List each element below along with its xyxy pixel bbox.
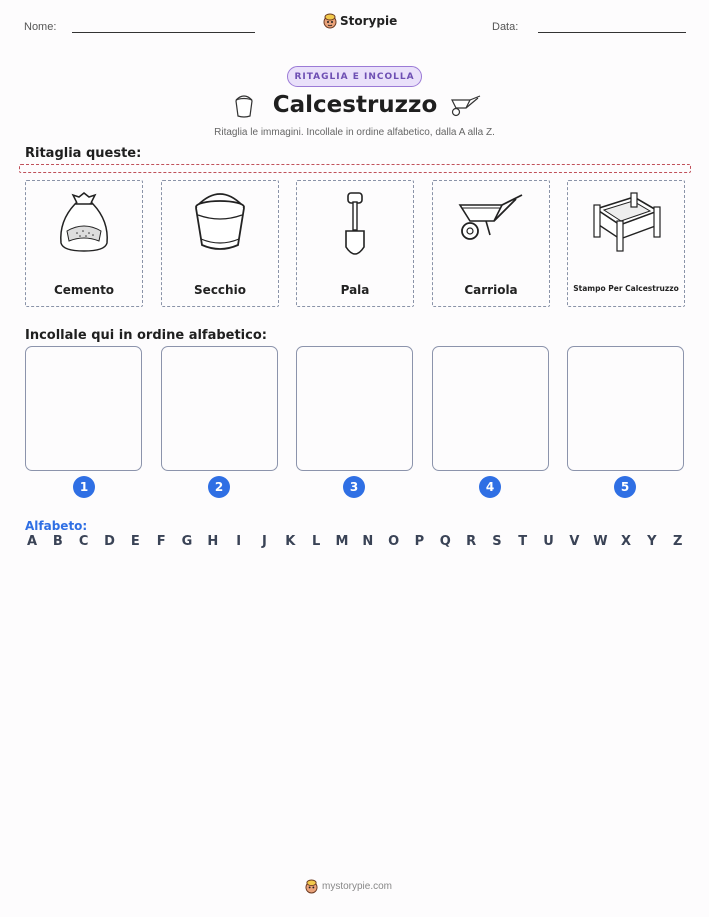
- alphabet-letter: M: [335, 534, 349, 549]
- paste-box-2[interactable]: [161, 346, 278, 471]
- paste-section-heading: Incollale qui in ordine alfabetico:: [25, 328, 267, 343]
- alphabet-letter: X: [621, 534, 632, 549]
- footer-url[interactable]: mystorypie.com: [322, 881, 393, 892]
- date-label: Data:: [492, 21, 519, 33]
- brand-logo: [323, 13, 397, 29]
- alphabet-letter: U: [543, 534, 554, 549]
- alphabet-letter: I: [236, 534, 242, 549]
- position-number-1: 1: [73, 476, 95, 498]
- paste-box-4[interactable]: [432, 346, 549, 471]
- alphabet-letter: R: [466, 534, 477, 549]
- alphabet-letter: K: [285, 534, 296, 549]
- alphabet-letter: G: [181, 534, 193, 549]
- alphabet-letter: P: [414, 534, 425, 549]
- card-label: Pala: [340, 283, 370, 297]
- wheelbarrow-icon: [456, 191, 526, 249]
- position-number-4: 4: [479, 476, 501, 498]
- activity-badge: RITAGLIA E INCOLLA: [287, 66, 422, 87]
- alphabet-letter: Z: [672, 534, 683, 549]
- cut-card-stampo[interactable]: [567, 180, 685, 307]
- alphabet-letter: W: [593, 534, 608, 549]
- alphabet-letter: Y: [647, 534, 657, 549]
- cement-bag-icon: [53, 191, 115, 255]
- name-label: Nome:: [24, 21, 57, 33]
- bucket-icon: [192, 191, 248, 253]
- instructions: Ritaglia le immagini. Incollale in ordine alfabetico, dalla A alla Z.: [214, 127, 495, 138]
- alphabet-letter: O: [388, 534, 400, 549]
- alphabet-letter: F: [156, 534, 166, 549]
- cut-card-cemento[interactable]: [25, 180, 143, 307]
- cut-card-carriola[interactable]: [432, 180, 550, 307]
- name-field[interactable]: [72, 32, 255, 33]
- alphabet-letter: L: [311, 534, 321, 549]
- paste-box-3[interactable]: [296, 346, 413, 471]
- paste-box-1[interactable]: [25, 346, 142, 471]
- page-title: Calcestruzzo: [272, 92, 438, 118]
- alphabet-letter: H: [207, 534, 219, 549]
- position-number-3: 3: [343, 476, 365, 498]
- cut-card-secchio[interactable]: [161, 180, 279, 307]
- alphabet-letter: T: [518, 534, 528, 549]
- card-label: Stampo Per Calcestruzzo: [573, 284, 679, 293]
- date-field[interactable]: [538, 32, 686, 33]
- alphabet-letter: Q: [439, 534, 451, 549]
- alphabet-row: [25, 534, 685, 549]
- paste-box-5[interactable]: [567, 346, 684, 471]
- cut-card-pala[interactable]: [296, 180, 414, 307]
- footer: [305, 879, 392, 894]
- alphabet-letter: B: [52, 534, 63, 549]
- brand-name: Storypie: [340, 14, 398, 28]
- shovel-icon: [340, 191, 370, 261]
- card-label: Carriola: [464, 283, 518, 297]
- alphabet-letter: J: [262, 534, 267, 549]
- alphabet-letter: N: [362, 534, 374, 549]
- alphabet-letter: V: [569, 534, 580, 549]
- position-number-2: 2: [208, 476, 230, 498]
- storypie-mascot-icon: [305, 879, 318, 894]
- alphabet-letter: E: [130, 534, 140, 549]
- card-label: Secchio: [194, 283, 246, 297]
- alphabet-letter: C: [78, 534, 89, 549]
- alphabet-letter: A: [26, 534, 38, 549]
- cut-line: [19, 164, 691, 173]
- alphabet-letter: S: [492, 534, 502, 549]
- cut-section-heading: Ritaglia queste:: [25, 146, 142, 161]
- alphabet-letter: D: [104, 534, 115, 549]
- position-number-5: 5: [614, 476, 636, 498]
- alphabet-title: Alfabeto:: [25, 519, 88, 533]
- storypie-mascot-icon: [323, 13, 337, 29]
- wheelbarrow-icon: [448, 94, 482, 118]
- card-label: Cemento: [53, 283, 115, 297]
- concrete-mold-icon: [590, 191, 662, 253]
